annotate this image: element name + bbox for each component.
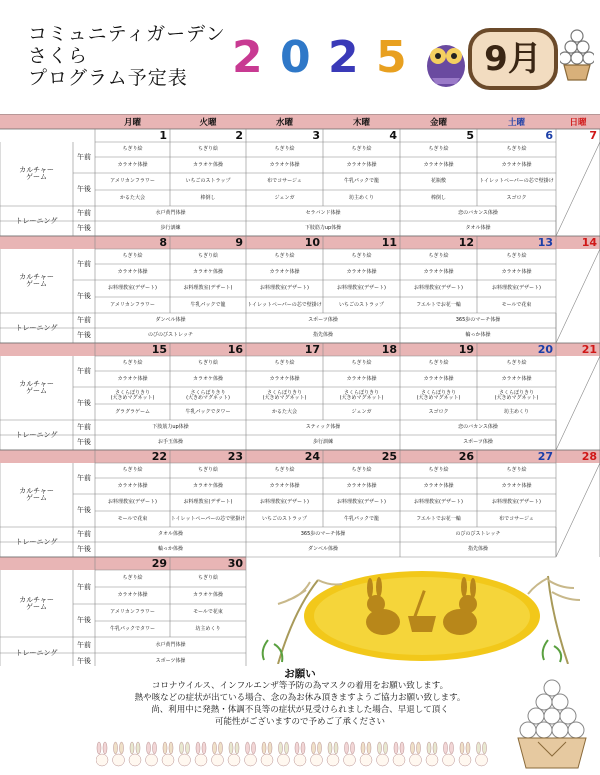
tsukimi-dango-icon — [560, 28, 594, 84]
year-digit-2: 0 — [280, 32, 311, 83]
date-number: 30 — [227, 557, 243, 570]
program-cell: かるた大会 — [119, 194, 145, 201]
training-cell: 輪っか体操 — [157, 546, 183, 552]
rabbit-border-decoration — [96, 740, 496, 772]
rabbit-icon — [360, 742, 372, 766]
program-cell: カラオケ体操 — [193, 482, 223, 489]
training-cell: のびのびストレッチ — [148, 332, 193, 338]
pm-label: 午後 — [77, 616, 91, 624]
date-number: 21 — [581, 343, 597, 356]
date-number: 29 — [151, 557, 167, 570]
date-number: 28 — [581, 450, 597, 463]
program-cell: ちぎり絵 — [428, 467, 449, 473]
date-number: 22 — [151, 450, 167, 463]
program-cell: ちぎり絵 — [428, 253, 449, 259]
pm-label: 午後 — [77, 292, 91, 300]
training-cell: 恋のバカンス体操 — [458, 424, 498, 430]
program-cell: モールで花束 — [501, 301, 532, 308]
training-cell: ダンベル体操 — [155, 317, 186, 323]
program-cell: ちぎり絵 — [122, 146, 143, 152]
program-cell: トイレットペーパーの芯で壁掛け — [479, 178, 554, 184]
training-cell: 歩行訓練 — [312, 439, 333, 445]
program-cell: カラオケ体操 — [501, 268, 532, 275]
culture-game-label: カルチャー ゲーム — [19, 487, 54, 502]
rabbit-icon — [146, 742, 158, 766]
moon-rabbits-illustration — [248, 560, 596, 664]
rabbit-icon — [278, 742, 290, 766]
program-cell: お料理教室(デザート) — [337, 499, 386, 505]
program-cell: ちぎり絵 — [351, 360, 372, 366]
am-label: 午前 — [77, 582, 91, 591]
program-cell: 花瓶敷 — [430, 178, 446, 184]
program-cell: いちごのストラップ — [262, 515, 307, 522]
date-number: 2 — [235, 129, 243, 142]
am-label: 午前 — [77, 367, 91, 375]
program-cell: さくらぼりきり (大きめマグネット) — [110, 389, 155, 401]
pm-label: 午後 — [77, 224, 91, 232]
program-cell: いちごのストラップ — [185, 178, 231, 184]
training-cell: 365歩のマーチ体操 — [455, 317, 501, 323]
training-label: トレーニング — [15, 323, 58, 332]
date-number: 11 — [381, 236, 397, 249]
program-cell: さくらぼりきり (大きめマグネット) — [262, 389, 307, 401]
program-cell: アメリカンフラワー — [110, 609, 155, 615]
program-cell: カラオケ体操 — [193, 161, 223, 168]
program-cell: ちぎり絵 — [197, 360, 218, 366]
rabbit-icon — [162, 742, 174, 766]
pm-label: 午後 — [77, 399, 91, 407]
am-label: 午前 — [77, 640, 91, 649]
am-label: 午前 — [77, 153, 91, 161]
program-cell: アメリカンフラワー — [110, 178, 155, 184]
title-line-1: コミュニティガーデン — [28, 23, 226, 45]
year-digit-1: 2 — [232, 32, 263, 83]
date-number: 10 — [304, 236, 320, 249]
program-cell: ちぎり絵 — [428, 146, 449, 152]
training-cell: スポーツ体操 — [308, 317, 338, 323]
program-cell: トイレットペーパーの芯で壁掛け — [170, 515, 246, 522]
rabbit-icon — [344, 742, 356, 766]
training-cell: 恋のバカンス体操 — [458, 210, 498, 216]
training-label: トレーニング — [15, 216, 58, 225]
program-cell: かるた大会 — [271, 408, 297, 415]
program-cell: アメリカンフラワー — [110, 301, 155, 308]
notice-line-4: 可能性がございますので予めご了承ください — [214, 717, 385, 727]
rabbit-icon — [410, 742, 422, 766]
program-cell: お料理教室(デザート) — [414, 285, 463, 291]
program-cell: さくらぼりきり (大きめマグネット) — [339, 389, 384, 401]
program-cell: ちぎり絵 — [506, 146, 527, 152]
date-number: 4 — [389, 129, 397, 142]
program-cell: カラオケ体操 — [193, 592, 223, 598]
date-number: 19 — [458, 343, 474, 356]
program-cell: 棒倒し — [430, 194, 446, 201]
training-cell: スティック体操 — [305, 424, 341, 430]
program-cell: ちぎり絵 — [428, 360, 449, 366]
rabbit-icon — [294, 742, 306, 766]
program-cell: ちぎり絵 — [122, 575, 143, 581]
rabbit-icon — [195, 742, 207, 766]
training-cell: スポーツ体操 — [463, 439, 493, 445]
rabbit-icon — [113, 742, 125, 766]
pm-label: 午後 — [77, 331, 91, 339]
training-cell: のびのびストレッチ — [455, 531, 501, 537]
title-line-3: プログラム予定表 — [28, 67, 188, 89]
program-cell: ちぎり絵 — [274, 253, 295, 259]
month-badge: 9月 — [468, 28, 558, 90]
notice-line-2: 熱や咳などの症状が出ている場合、念の為お休み頂きますようご協力お願い致します。 — [134, 693, 466, 703]
program-cell: ちぎり絵 — [122, 360, 143, 366]
program-cell: お料理教室(デザート) — [492, 499, 541, 505]
program-cell: フエルトでお花一輪 — [416, 301, 461, 308]
program-cell: カラオケ体操 — [423, 482, 454, 489]
program-cell: ちぎり絵 — [351, 253, 372, 259]
program-cell: ちぎり絵 — [351, 146, 372, 152]
program-cell: モールで花束 — [117, 515, 148, 522]
program-cell: カラオケ体操 — [501, 375, 532, 382]
rabbit-icon — [377, 742, 389, 766]
program-cell: 布でコサージュ — [499, 515, 534, 522]
pm-label: 午後 — [77, 438, 91, 446]
program-cell: カラオケ体操 — [501, 482, 532, 489]
date-number: 18 — [381, 343, 397, 356]
dango-stand-illustration — [508, 676, 596, 772]
date-number: 3 — [312, 129, 320, 142]
program-cell: カラオケ体操 — [117, 161, 148, 168]
program-cell: お料理教室(デザート) — [183, 499, 233, 505]
program-cell: カラオケ体操 — [193, 268, 223, 275]
date-number: 9 — [235, 236, 243, 249]
program-cell: カラオケ体操 — [269, 268, 300, 275]
weekday-header-0: 月曜 — [123, 117, 141, 128]
date-number: 20 — [537, 343, 553, 356]
rabbit-icon — [212, 742, 224, 766]
pm-label: 午後 — [77, 656, 91, 665]
program-cell: カラオケ体操 — [117, 592, 148, 598]
rabbit-icon — [311, 742, 323, 766]
training-label: トレーニング — [15, 537, 58, 546]
pm-label: 午後 — [77, 506, 91, 514]
notice-line-3: 尚、利用中に発熱・体調不良等の症状が見受けられました場合、早退して頂く — [151, 705, 449, 715]
am-label: 午前 — [77, 209, 91, 217]
date-number: 16 — [227, 343, 243, 356]
program-cell: 坊主めくり — [348, 194, 374, 201]
weekday-header-5: 土曜 — [507, 117, 525, 128]
program-cell: スゴロク — [506, 194, 527, 201]
program-cell: お料理教室(デザート) — [414, 499, 463, 505]
program-cell: ちぎり絵 — [274, 360, 295, 366]
program-cell: お料理教室(デザート) — [260, 499, 309, 505]
training-label: トレーニング — [15, 648, 58, 657]
training-cell: 水戸黄門体操 — [155, 641, 186, 648]
program-cell: カラオケ体操 — [346, 375, 377, 382]
date-number: 7 — [589, 129, 597, 142]
rabbit-icon — [96, 742, 108, 766]
program-cell: ちぎり絵 — [122, 467, 143, 473]
weekday-header-2: 水曜 — [275, 117, 293, 128]
rabbit-icon — [476, 742, 488, 766]
am-label: 午前 — [77, 260, 91, 268]
weekday-header-1: 火曜 — [199, 117, 217, 128]
program-cell: 牛乳パックで籠 — [343, 515, 379, 522]
program-cell: お料理教室(デザート) — [492, 285, 541, 291]
program-cell: ちぎり絵 — [351, 467, 372, 473]
program-cell: お料理教室(デザート) — [108, 499, 157, 505]
rabbit-icon — [393, 742, 405, 766]
program-cell: 牛乳パックで籠 — [190, 301, 226, 308]
program-cell: ちぎり絵 — [197, 146, 218, 152]
date-number: 17 — [304, 343, 320, 356]
program-cell: さくらぼりきり (大きめマグネット) — [416, 389, 461, 401]
program-cell: ジェンガ — [274, 194, 295, 201]
training-cell: 下肢筋力up体操 — [152, 424, 189, 430]
weekday-header-4: 金曜 — [429, 117, 447, 128]
training-cell: 指先体操 — [467, 546, 488, 552]
program-cell: モールで花束 — [193, 609, 223, 615]
program-cell: カラオケ体操 — [193, 375, 223, 382]
program-cell: いちごのストラップ — [339, 301, 384, 308]
training-cell: スポーツ体操 — [155, 657, 186, 664]
program-cell: カラオケ体操 — [501, 161, 532, 168]
date-number: 8 — [159, 236, 167, 249]
program-cell: お料理教室(デザート) — [260, 285, 309, 291]
date-number: 24 — [304, 450, 320, 463]
header — [0, 0, 600, 112]
rabbit-icon — [327, 742, 339, 766]
program-cell: ちぎり絵 — [274, 467, 295, 473]
training-cell: 指先体操 — [312, 332, 333, 338]
training-cell: 水戸黄門体操 — [155, 210, 186, 216]
program-cell: カラオケ体操 — [423, 268, 454, 275]
training-cell: 365歩のマーチ体操 — [300, 531, 346, 537]
program-cell: 牛乳パックで籠 — [343, 178, 379, 184]
rabbit-icon — [228, 742, 240, 766]
program-cell: ちぎり絵 — [506, 467, 527, 473]
rabbit-icon — [245, 742, 257, 766]
program-cell: カラオケ体操 — [346, 161, 377, 168]
year-digit-3: 2 — [328, 32, 359, 83]
program-cell: カラオケ体操 — [423, 375, 454, 382]
rabbit-icon — [443, 742, 455, 766]
notice-line-1: コロナウイルス、インフルエンザ等予防の為マスクの着用をお願い致します。 — [151, 681, 449, 691]
program-cell: 棒倒し — [200, 194, 216, 201]
am-label: 午前 — [77, 316, 91, 324]
training-cell: タオル体操 — [157, 531, 183, 537]
program-cell: カラオケ体操 — [117, 482, 148, 489]
rabbit-icon — [179, 742, 191, 766]
date-number: 6 — [545, 129, 553, 142]
program-cell: 布でコサージュ — [267, 178, 302, 184]
program-cell: トイレットペーパーの芯で壁掛け — [247, 301, 322, 308]
date-number: 15 — [151, 343, 167, 356]
program-cell: さくらぼりきり (大きめマグネット) — [494, 389, 539, 401]
date-number: 1 — [159, 129, 167, 142]
program-cell: カラオケ体操 — [423, 161, 454, 168]
program-cell: さくらぼりきり (大きめマグネット) — [186, 389, 230, 401]
program-cell: ちぎり絵 — [506, 253, 527, 259]
date-number: 12 — [458, 236, 474, 249]
year-digit-4: 5 — [376, 32, 407, 83]
program-cell: カラオケ体操 — [269, 161, 300, 168]
program-cell: カラオケ体操 — [346, 268, 377, 275]
rabbit-icon — [426, 742, 438, 766]
program-cell: ちぎり絵 — [506, 360, 527, 366]
program-cell: 牛乳パックでタワー — [109, 625, 155, 632]
program-cell: ちぎり絵 — [197, 575, 218, 581]
am-label: 午前 — [77, 474, 91, 482]
training-cell: 下肢筋力up体操 — [304, 225, 342, 231]
culture-game-label: カルチャー ゲーム — [19, 273, 54, 288]
program-cell: 坊主めくり — [195, 625, 221, 632]
program-cell: カラオケ体操 — [117, 375, 148, 382]
program-cell: ちぎり絵 — [274, 146, 295, 152]
date-number: 23 — [227, 450, 243, 463]
program-cell: ちぎり絵 — [122, 253, 143, 259]
am-label: 午前 — [77, 423, 91, 431]
notice-title: お願い — [284, 668, 316, 680]
training-cell: セラバンド体操 — [305, 210, 341, 216]
program-cell: カラオケ体操 — [269, 482, 300, 489]
pm-label: 午後 — [77, 545, 91, 553]
culture-game-label: カルチャー ゲーム — [19, 166, 54, 181]
culture-game-label: カルチャー ゲーム — [19, 380, 54, 395]
date-number: 25 — [381, 450, 397, 463]
program-cell: スゴロク — [428, 408, 449, 415]
program-cell: フエルトでお花一輪 — [416, 515, 461, 522]
date-number: 27 — [537, 450, 553, 463]
am-label: 午前 — [77, 530, 91, 538]
culture-game-label: カルチャー ゲーム — [19, 595, 54, 611]
date-number: 26 — [458, 450, 474, 463]
program-cell: ちぎり絵 — [197, 467, 218, 473]
date-number: 14 — [581, 236, 597, 249]
program-cell: グラグラゲーム — [114, 408, 150, 415]
program-cell: お料理教室(デザート) — [337, 285, 386, 291]
owl-illustration — [424, 36, 468, 88]
program-cell: カラオケ体操 — [117, 268, 148, 275]
rabbit-icon — [261, 742, 273, 766]
date-number: 5 — [466, 129, 474, 142]
program-cell: カラオケ体操 — [269, 375, 300, 382]
date-number: 13 — [537, 236, 553, 249]
program-cell: 牛乳パックでタワー — [185, 408, 231, 415]
pm-label: 午後 — [77, 185, 91, 193]
title-line-2: さくら — [28, 45, 89, 67]
rabbit-icon — [459, 742, 471, 766]
training-label: トレーニング — [15, 430, 58, 439]
program-cell: 坊主めくり — [503, 408, 529, 415]
weekday-header-3: 木曜 — [352, 117, 370, 128]
program-cell: ジェンガ — [351, 408, 372, 415]
training-cell: ダンベル体操 — [307, 546, 339, 552]
program-cell: お料理教室(デザート) — [108, 285, 157, 291]
weekday-header-6: 日曜 — [569, 117, 587, 128]
program-cell: ちぎり絵 — [197, 253, 218, 259]
training-cell: 輪っか体操 — [465, 332, 491, 338]
program-cell: お料理教室(デザート) — [183, 285, 233, 291]
training-cell: お手玉体操 — [157, 439, 183, 445]
training-cell: 歩行訓練 — [160, 225, 181, 231]
rabbit-icon — [129, 742, 141, 766]
training-cell: タオル体操 — [465, 225, 491, 231]
program-cell: カラオケ体操 — [346, 482, 377, 489]
